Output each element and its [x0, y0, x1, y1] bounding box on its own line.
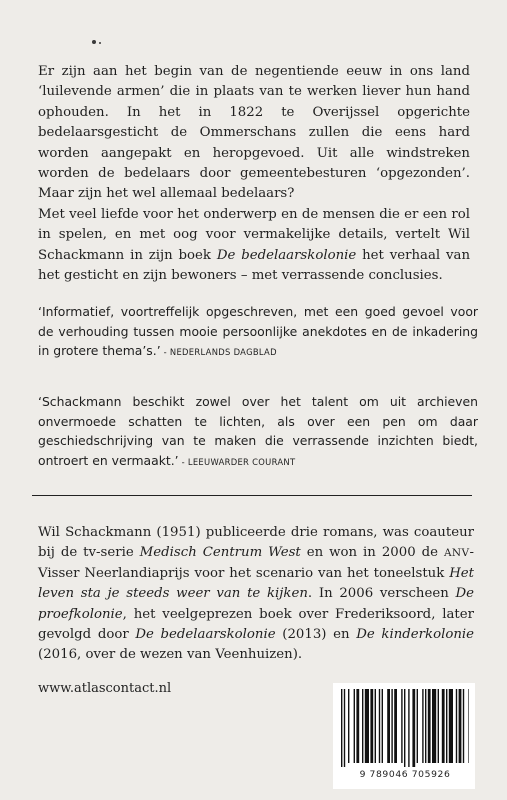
barcode-bars [339, 689, 469, 769]
barcode-bar [341, 689, 342, 767]
barcode-bar [382, 689, 383, 763]
barcode-bar [387, 689, 390, 763]
review-quote-text: ‘Schackmann beschikt zowel over het talent om uit archieven onvermoede schatten te lichten, als over een pen om daar geschiedschrijving van te maken die verrassende inzichten biedt, ontroert en vermaakt.’ [38, 394, 478, 468]
review-quote [38, 392, 478, 472]
barcode-bar [348, 689, 349, 763]
barcode-bar [449, 689, 453, 763]
barcode-bar [404, 689, 405, 767]
barcode-bar [379, 689, 380, 763]
barcode-bar [408, 689, 409, 767]
bio-anv-abbreviation: ANV [443, 547, 470, 560]
barcode-bar [354, 689, 355, 763]
barcode-bar [370, 689, 373, 763]
barcode-bar [365, 689, 369, 763]
bio-title-toneelstuk: Het leven sta je steeds weer van te kijken [38, 565, 474, 602]
bio-title-proefkolonie: De proefkolonie [38, 586, 474, 622]
barcode-bar [446, 689, 447, 763]
divider-rule [32, 495, 472, 496]
bio-title-kinderkolonie: De kinderkolonie [356, 627, 475, 643]
bio-text: , het veelgeprezen boek over Frederiksoord, later gevolgd door [38, 606, 474, 643]
back-cover-blurb [38, 62, 470, 286]
bio-title-medisch-centrum-west: Medisch Centrum West [139, 545, 301, 561]
barcode-bar [391, 689, 392, 763]
blurb-paragraph-2-end: het verhaal van het gesticht en zijn bewoners – met verrassende conclusies. [38, 247, 471, 284]
dust-speck [92, 40, 96, 44]
barcode-bar [468, 689, 469, 763]
bio-text: en won in 2000 de [300, 545, 444, 561]
bio-text: (2013) en [275, 627, 357, 643]
barcode-bar [362, 689, 363, 763]
barcode-bar [459, 689, 462, 763]
barcode-bar [442, 689, 445, 763]
barcode-bar [438, 689, 439, 763]
barcode-bar [425, 689, 426, 763]
barcode-bar [375, 689, 376, 763]
barcode-bar [432, 689, 436, 763]
barcode-bar [417, 689, 418, 763]
barcode-bar [456, 689, 457, 763]
isbn-number: 9 789046 705926 [359, 769, 451, 780]
review-quote-text: ‘Informatief, voortreffelijk opgeschreven, met een goed gevoel voor de verhouding tussen mooie persoonlijke anekdotes en de inkadering in grotere thema’s.’ [38, 304, 478, 359]
barcode-bar [428, 689, 431, 763]
blurb-paragraph-1: Er zijn aan het begin van de negentiende eeuw in ons land ‘luilevende armen’ die in plaats van te werken liever hun hand ophouden. In het in 1822 te Overijssel opgerichte bedelaarsgesticht de Ommerschans zullen die eens hard worden aangepakt en heropgevoed. Uit alle windstreken worden de bedelaars door gemeentebesturen ‘opgezonden’. Maar zijn het wel allemaal bedelaars? [38, 64, 470, 202]
publisher-url: www.atlascontact.nl [38, 681, 172, 696]
author-bio [38, 523, 474, 666]
bio-title-bedelaarskolonie: De bedelaarskolonie [135, 627, 276, 643]
isbn-barcode [333, 683, 475, 789]
barcode-bar [412, 689, 415, 767]
blurb-paragraph-2-start: Met veel liefde voor het onderwerp en de mensen die er een rol in spelen, en met oog voor vermakelijke details, vertelt Wil Schackmann in zijn boek [38, 206, 470, 263]
dust-speck [99, 42, 101, 44]
review-quote-source: - LEEUWARDER COURANT [178, 456, 296, 467]
barcode-bar [394, 689, 397, 763]
barcode-bar [356, 689, 359, 763]
bio-text: (2016, over de wezen van Veenhuizen). [38, 647, 303, 663]
barcode-bar [422, 689, 423, 763]
bio-text: -Visser Neerlandiaprijs voor het scenario van het toneelstuk [38, 545, 475, 581]
bio-text: Wil Schackmann (1951) publiceerde drie romans, was coauteur bij de tv-serie [38, 525, 474, 561]
bio-text: . In 2006 verscheen [307, 586, 456, 602]
barcode-bar [344, 689, 345, 767]
blurb-book-title: De bedelaarskolonie [216, 247, 357, 263]
barcode-bar [463, 689, 464, 763]
review-quote-source: - NEDERLANDS DAGBLAD [160, 347, 277, 358]
barcode-bar [401, 689, 402, 763]
review-quote [38, 302, 478, 363]
